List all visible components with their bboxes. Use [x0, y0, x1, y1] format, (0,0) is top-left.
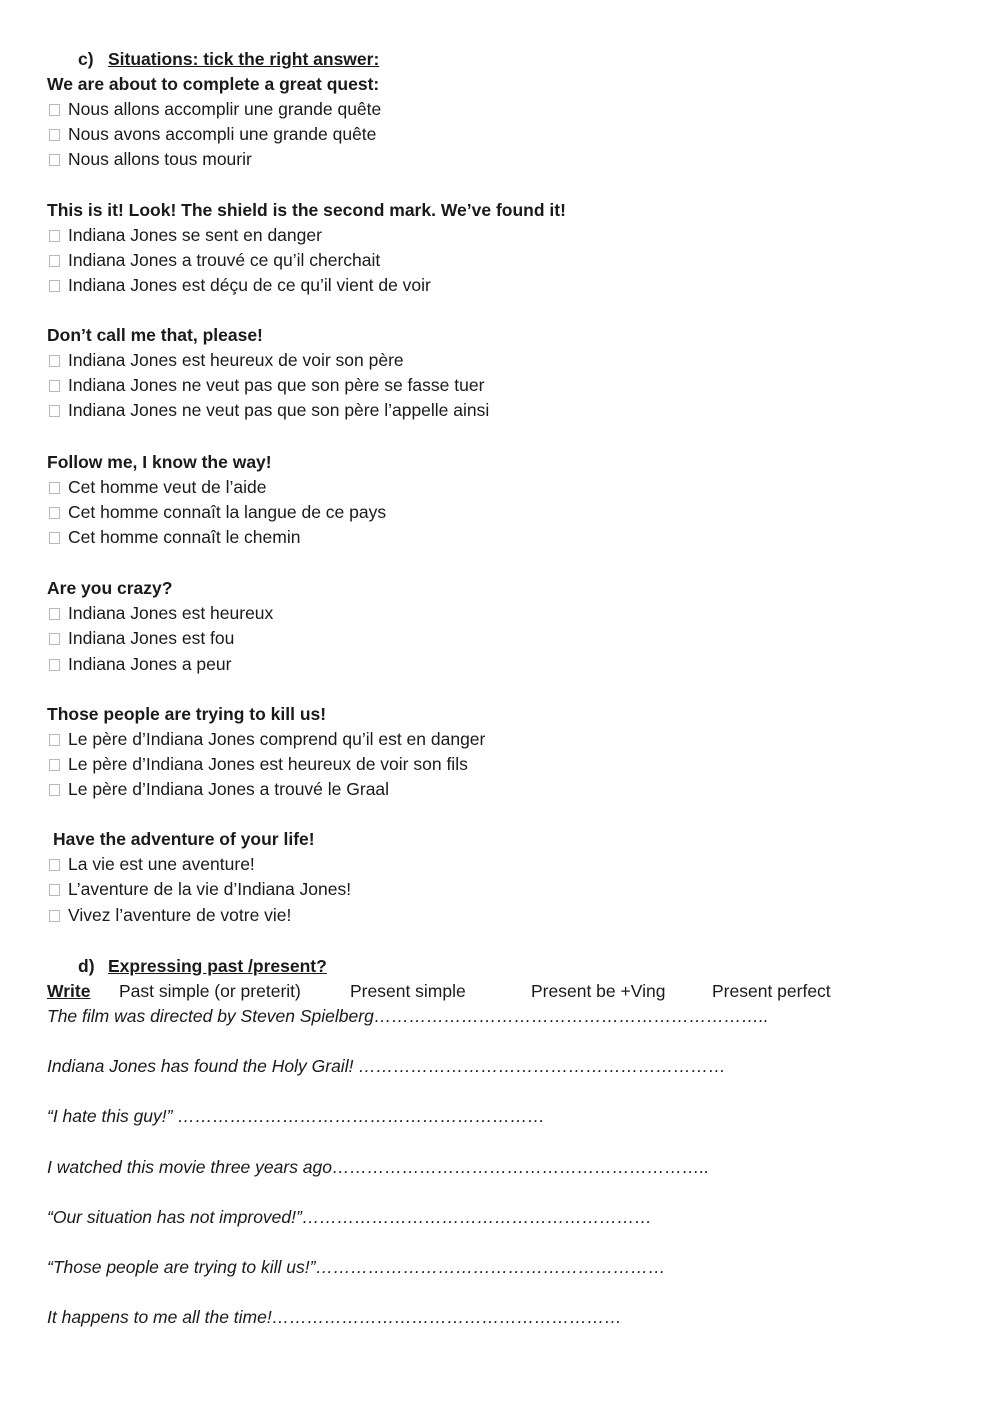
checkbox-icon[interactable] [49, 507, 60, 519]
sentence-line[interactable]: I watched this movie three years ago……………………………………………………….. [47, 1157, 710, 1177]
sentence-line[interactable]: The film was directed by Steven Spielberg………………………………………………………….. [47, 1006, 769, 1026]
checkbox-icon[interactable] [49, 659, 60, 671]
question-prompt: Don’t call me that, please! [47, 325, 263, 345]
option-label: Indiana Jones est fou [68, 628, 235, 648]
checkbox-icon[interactable] [49, 255, 60, 267]
answer-option[interactable] [47, 148, 252, 170]
answer-option[interactable] [47, 98, 381, 120]
option-label: Nous avons accompli une grande quête [68, 124, 377, 144]
answer-option[interactable] [47, 878, 351, 900]
tense-present-simple: Present simple [350, 981, 466, 1001]
option-label: Nous allons tous mourir [68, 149, 252, 169]
answer-option[interactable] [47, 526, 300, 548]
option-label: Indiana Jones est déçu de ce qu’il vient de voir [68, 275, 431, 295]
option-label: Cet homme connaît la langue de ce pays [68, 502, 387, 522]
question-prompt: Those people are trying to kill us! [47, 704, 327, 724]
option-label: Indiana Jones ne veut pas que son père l’appelle ainsi [68, 400, 490, 420]
option-label: Indiana Jones se sent en danger [68, 225, 322, 245]
checkbox-icon[interactable] [49, 532, 60, 544]
option-label: L’aventure de la vie d’Indiana Jones! [68, 879, 352, 899]
sentence-line[interactable]: It happens to me all the time!…………………………………………………… [47, 1307, 622, 1327]
answer-option[interactable] [47, 778, 389, 800]
option-label: Vivez l’aventure de votre vie! [68, 905, 292, 925]
sentence-line[interactable]: Indiana Jones has found the Holy Grail! ……………………………………………………… [47, 1056, 726, 1076]
checkbox-icon[interactable] [49, 355, 60, 367]
checkbox-icon[interactable] [49, 405, 60, 417]
write-label: Write [47, 981, 91, 1001]
answer-option[interactable] [47, 123, 376, 145]
answer-option[interactable] [47, 399, 489, 421]
question-prompt: We are about to complete a great quest: [47, 74, 380, 94]
option-label: Indiana Jones est heureux de voir son père [68, 350, 404, 370]
checkbox-icon[interactable] [49, 910, 60, 922]
question-prompt: This is it! Look! The shield is the second mark. We’ve found it! [47, 200, 566, 220]
checkbox-icon[interactable] [49, 734, 60, 746]
answer-option[interactable] [47, 249, 380, 271]
checkbox-icon[interactable] [49, 859, 60, 871]
option-label: La vie est une aventure! [68, 854, 255, 874]
sentence-line[interactable]: “Our situation has not improved!”…………………………………………………… [47, 1207, 652, 1227]
section-c-title: Situations: tick the right answer: [108, 49, 380, 69]
checkbox-icon[interactable] [49, 380, 60, 392]
question-prompt: Have the adventure of your life! [53, 829, 315, 849]
checkbox-icon[interactable] [49, 884, 60, 896]
option-label: Cet homme veut de l’aide [68, 477, 267, 497]
question-prompt: Are you crazy? [47, 578, 173, 598]
answer-option[interactable] [47, 853, 255, 875]
answer-option[interactable] [47, 904, 291, 926]
option-label: Indiana Jones ne veut pas que son père se fasse tuer [68, 375, 485, 395]
checkbox-icon[interactable] [49, 759, 60, 771]
checkbox-icon[interactable] [49, 784, 60, 796]
sentence-line[interactable]: “I hate this guy!” ……………………………………………………… [47, 1106, 545, 1126]
answer-option[interactable] [47, 753, 468, 775]
option-label: Indiana Jones a peur [68, 654, 232, 674]
sentence-line[interactable]: “Those people are trying to kill us!”…………………………………………………… [47, 1257, 666, 1277]
answer-option[interactable] [47, 653, 231, 675]
option-label: Le père d’Indiana Jones est heureux de voir son fils [68, 754, 468, 774]
answer-option[interactable] [47, 476, 266, 498]
checkbox-icon[interactable] [49, 280, 60, 292]
option-label: Le père d’Indiana Jones comprend qu’il est en danger [68, 729, 486, 749]
answer-option[interactable] [47, 501, 386, 523]
option-label: Indiana Jones a trouvé ce qu’il cherchait [68, 250, 381, 270]
answer-option[interactable] [47, 602, 273, 624]
checkbox-icon[interactable] [49, 104, 60, 116]
option-label: Le père d’Indiana Jones a trouvé le Graal [68, 779, 390, 799]
answer-option[interactable] [47, 274, 431, 296]
section-c-letter: c) [78, 49, 94, 69]
checkbox-icon[interactable] [49, 633, 60, 645]
option-label: Indiana Jones est heureux [68, 603, 274, 623]
answer-option[interactable] [47, 627, 234, 649]
question-prompt: Follow me, I know the way! [47, 452, 272, 472]
checkbox-icon[interactable] [49, 154, 60, 166]
checkbox-icon[interactable] [49, 230, 60, 242]
tense-past-simple: Past simple (or preterit) [119, 981, 301, 1001]
answer-option[interactable] [47, 374, 484, 396]
tense-present-perfect: Present perfect [712, 981, 831, 1001]
section-d-letter: d) [78, 956, 95, 976]
option-label: Nous allons accomplir une grande quête [68, 99, 382, 119]
option-label: Cet homme connaît le chemin [68, 527, 301, 547]
tense-present-continuous: Present be +Ving [531, 981, 666, 1001]
checkbox-icon[interactable] [49, 608, 60, 620]
answer-option[interactable] [47, 728, 485, 750]
checkbox-icon[interactable] [49, 482, 60, 494]
answer-option[interactable] [47, 224, 322, 246]
checkbox-icon[interactable] [49, 129, 60, 141]
answer-option[interactable] [47, 349, 404, 371]
section-d-title: Expressing past /present? [108, 956, 327, 976]
